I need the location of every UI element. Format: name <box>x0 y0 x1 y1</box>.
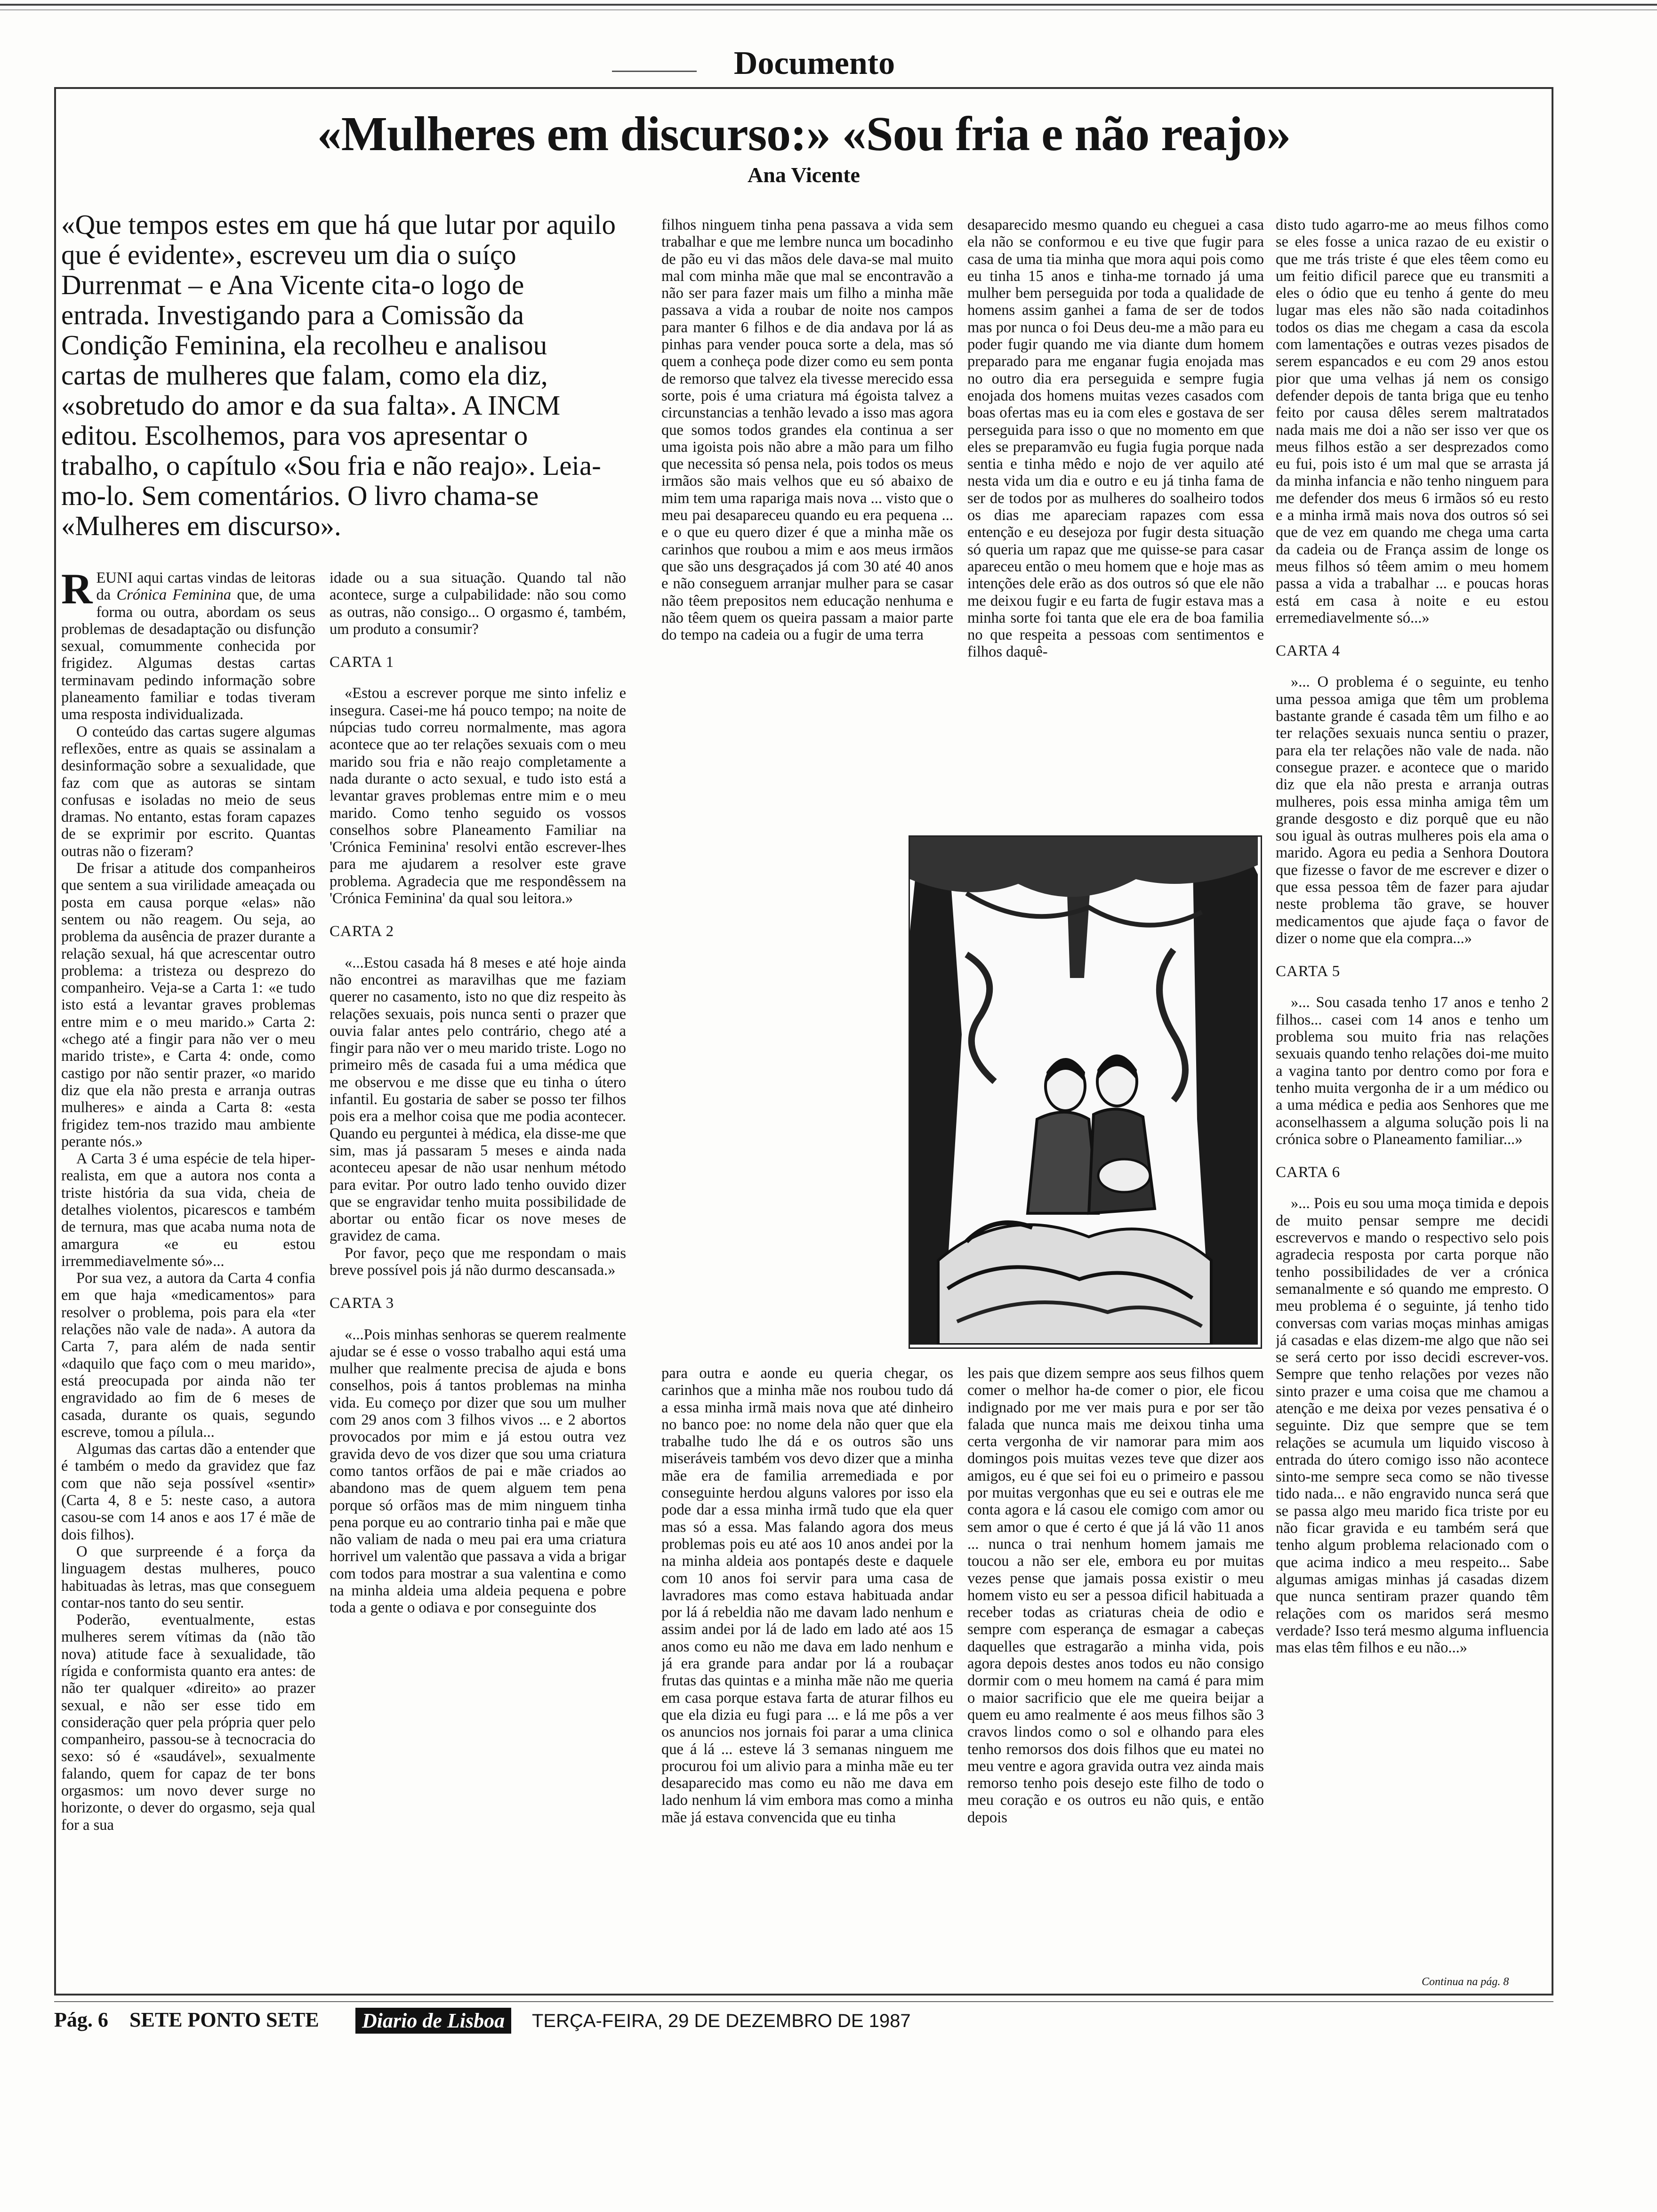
supplement-name: SETE PONTO SETE <box>129 2008 319 2031</box>
section-label: Documento <box>733 45 895 81</box>
letter-heading: CARTA 6 <box>1276 1164 1341 1181</box>
continued-note: Continua na pág. 8 <box>1422 1976 1509 1988</box>
column-2 <box>330 569 626 1953</box>
paragraph <box>61 569 315 723</box>
letter-heading: CARTA 1 <box>330 654 394 671</box>
paragraph: »... O problema é o seguinte, eu tenho uma pessoa amiga que têm um problema bastante grande é casada têm um filho e ao ter relações sexuais nunca sentiu o prazer, para ela ter relações não vale de nada. não consegue prazer. e acontece que o marido diz que ela não presta e arranja outras mulheres, pois essa minha amiga têm um grande desgosto e diz porquê que eu não sou igual às outras mulheres pois ela ama o marido. Agora eu pedia a Senhora Doutora que fizesse o favor de me escrever e dizer o que essa pessoa têm de fazer para ajudar neste problema tão grave, se houver medicamentos que ajude faça o favor de dizer o nome que ela compra...» <box>1276 673 1549 947</box>
paragraph: Por sua vez, a autora da Carta 4 confia em que haja «medicamentos» para resolver o problema, pois para ela «ter relações não vale de nada». A autora da Carta 7, para além de nada sentir «daquilo que faço com o meu marido», está preocupada por ainda não ter engravidado ao fim de 6 meses de casada, durante os quais, segundo escreve, tomou a pílula... <box>61 1270 315 1441</box>
page-number: Pág. 6 <box>54 2008 108 2031</box>
top-rule-thin <box>0 9 1657 10</box>
headline: «Mulheres em discurso:» «Sou fria e não reajo» <box>317 107 1291 161</box>
paragraph: De frisar a atitude dos companheiros que sentem a sua virilidade ameaçada ou posta em causa porque «elas» não sentem ou não reagem. Ou seja, ao problema da ausência de prazer durante a relação sexual, há que acrescentar outro problema: a tristeza ou desprezo do companheiro. Veja-se a Carta 1: «e tudo isto está a levantar graves problemas entre mim e o meu marido.» Carta 2: «chego até a fingir para não ver o meu marido triste», e Carta 4: onde, como castigo por não sentir prazer, «o marido diz que ela não presta e arranja outras mulheres» e ainda a Carta 8: «esta frigidez tem-nos trazido mau ambiente perante nós.» <box>61 860 315 1150</box>
byline: Ana Vicente <box>748 163 860 187</box>
drop-cap: R <box>61 569 93 613</box>
paragraph: «...Estou casada há 8 meses e até hoje ainda não encontrei as maravilhas que me faziam querer no casamento, isto no que diz respeito às relações sexuais, pois nunca senti o prazer que ouvia falar antes pelo contrário, chego até a fingir para não ver o meu marido triste. Logo no primeiro mês de casada fui a uma médica que me observou e me disse que eu tinha o útero infantil. Eu gostaria de saber se posso ter filhos pois era a melhor coisa que me podia acontecer. Quando eu perguntei à médica, ela disse-me que sim, mas já passaram 5 meses e ainda nada aconteceu apesar de não usar nenhum método para evitar. Por outro lado tenho ouvido dizer que se engravidar tenho muita possibilidade de abortar ou então ficar os nove meses de gravidez de cama. <box>330 954 626 1245</box>
paragraph: para outra e aonde eu queria chegar, os carinhos que a minha mãe nos roubou tudo dá a essa minha irmã mais nova que até dinheiro no banco poe: no nome dela não quer que ela trabalhe tudo lhe dá e os outros são uns miseráveis também vos devo dizer que a minha mãe era de familia arremediada e por conseguinte herdou alguns valores por isso ela pode dar a essa minha irmã tudo que ela quer mas só a essa. Mas falando agora dos meus problemas pois eu até aos 10 anos andei por la na minha aldeia aos pontapés deste e daquele com 10 anos foi servir para uma casa de lavradores mas como estava habituada andar por lá á rebeldia não me davam lado nenhum e assim andei por lá de lado em lado até aos 15 anos como eu não me dava em lado nenhum e já era grande para andar por lá a roubaçar frutas das quintas e a minha mãe não me queria em casa porque estava farta de aturar filhos eu que ela dizia eu fugi para ... e lá me pôs a ver os anuncios nos jornais foi parar a uma clinica que á lá ... esteve lá 3 semanas ninguem me procurou foi um alivio para a minha mãe eu ter desaparecido mas como eu não me dava em lado nenhum lá vim embora mas como a minha mãe já estava convencida que eu tinha <box>661 1365 953 1826</box>
column-5 <box>1276 216 1549 1948</box>
two-women-drawing-icon <box>910 837 1258 1345</box>
top-rule <box>0 4 1657 6</box>
paragraph: O conteúdo das cartas sugere algumas reflexões, entre as quais se assinalam a desinformação sobre a sexualidade, que faz com que as autoras se sintam confusas e isoladas no meio de seus dramas. No entanto, estas foram capazes de se exprimir por escrito. Quantas outras não o fizeram? <box>61 723 315 860</box>
page-footer <box>54 2004 1560 2037</box>
paragraph: Por favor, peço que me respondam o mais breve possível pois já não durmo descansada.» <box>330 1244 626 1279</box>
letter-heading: CARTA 3 <box>330 1295 394 1312</box>
paragraph: filhos ninguem tinha pena passava a vida sem trabalhar e que me lembre nunca um bocadinho de pão eu vi das mãos dele dava-se mal muito mal com minha mãe que mal se encontravão a não ser para fazer mais um filho a minha mãe passava a vida a roubar de noite nos campos para manter 6 filhos e de dia andava por lá as pinhas para vender pouca sorte a dela, mas só quem a conheça pode dizer como eu sem ponta de remorso que talvez ela tivesse merecido essa sorte, pois é uma criatura má égoista talvez a circunstancias a tenhão levado a isso mas agora que somos todos grandes ela continua a ser uma igoista pois não abre a mão para um filho que necessita só pensa nela, pois todos os meus irmãos são mais velhos que eu só abaixo de mim tem uma rapariga mais nova ... visto que o meu pai desapareceu quando eu era pequena ... e o que eu quero dizer é que a minha mãe os carinhos que roubou a mim e aos meus irmãos que são uns desgraçados já com 30 até 40 anos e não conseguem arranjar mulher para se casar não têem prepositos nem educação nenhuma e não têem quem os queira passam a maior parte do tempo na cadeia ou a fugir de uma terra <box>661 216 953 644</box>
publication-name: Crónica Feminina <box>116 586 232 604</box>
paragraph: »... Sou casada tenho 17 anos e tenho 2 filhos... casei com 14 anos e tenho um problema sou muito fria nas relações sexuais quando tenho relações doi-me muito a vagina tanto por dentro como por fora e tenho muita vergonha de ir a um médico ou a uma médica e pedia aos Senhores que me aconselhassem a alguma solução pois li na crónica sobre o Planeamento familiar...» <box>1276 994 1549 1148</box>
footer-rule <box>54 2001 1553 2002</box>
paragraph: »... Pois eu sou uma moça timida e depois de muito pensar sempre me decidi escrevervos e mando o respectivo selo pois agradecia resposta por carta porque não tenho possibilidades de ver a crónica semanalmente e só quando me empresto. O meu problema é o seguinte, já tenho tido conversas com varias moças minhas amigas já casadas e elas dizem-me algo que não sei se será certo por isso decidi escrever-vos. Sempre que tenho relações por vezes não sinto prazer e uma coisa que me chamou a atenção e me deixa por vezes pensativa é o seguinte. Diz que sempre que se tem relações se acumula um liquido viscoso à entrada do útero comigo isso não acontece sinto-me sempre seca como se não tivesse tido nada... e não engravido nunca será que se passa algo meu marido fica triste por eu não ficar gravida e eu também será que tenho algum problema relacionado com o que acima indico a meu respeito... Sabe algumas amigas minhas já casadas dizem que nunca sentiram prazer quando têm relações com os maridos será mesmo verdade? Isso terá mesmo alguma influencia mas elas têm filhos e eu não...» <box>1276 1195 1549 1657</box>
letter-heading: CARTA 4 <box>1276 642 1341 660</box>
column-3-top <box>661 216 953 772</box>
newspaper-masthead: Diario de Lisboa <box>355 2008 511 2034</box>
paragraph: A Carta 3 é uma espécie de tela hiper-realista, em que a autora nos conta a triste história da sua vida, cheia de detalhes violentos, picarescos e também de ternura, mas que acaba numa nota de amargura «e eu estou irremmediavelmente só»... <box>61 1150 315 1270</box>
column-1 <box>61 569 315 1953</box>
column-3-bottom <box>661 1365 953 1953</box>
section-rule-left <box>612 71 697 72</box>
text: que, de uma forma ou outra, abordam os seus problemas de desadaptação ou disfunção sexual, comummente conhecida por frigidez. Algumas destas cartas terminavam pedindo informação sobre planeamento familiar e todas tiveram uma resposta individualizada. <box>61 586 315 723</box>
paragraph: les pais que dizem sempre aos seus filhos quem comer o melhor ha-de comer o pior, ele ficou indignado por me ver mais pura e por ser tão falada que nunca mais me deixou tinha uma certa vergonha de vir namorar para mim aos domingos pois muitas vezes teve que dizer aos amigos, eu é que sei foi eu o primeiro e passou por muitas vergonhas que eu sei e outras ele me conta agora e lá casou ele comigo com amor ou sem amor o que é certo é que já lá vão 11 anos ... nunca o trai nenhum homem jamais me toucou a não ser ele, embora eu por muitas vezes pense que jamais possa existir o meu homem visto eu ser a pessoa dificil habituada a receber todas as criaturas cheia de odio e sempre com esperança de esmagar a cabeças daquelles que estragarão a minha vida, pois agora depois destes anos todos eu não consigo dormir com o meu homem na camá é para mim o maior sacrificio que ele me queira beijar a quem eu amo realmente é aos meus filhos são 3 cravos lindos como o sol e olhando para eles tenho remorsos dos dois filhos que eu matei no meu ventre e agora gravida outra vez ainda mais remorso tenho pois desejo este filho de todo o meu coração e os outros eu não quis, e então depois <box>967 1365 1264 1826</box>
letter-heading: CARTA 2 <box>330 923 394 940</box>
letter-heading: CARTA 5 <box>1276 963 1341 980</box>
illustration <box>909 835 1262 1349</box>
paragraph: Algumas das cartas dão a entender que é também o medo da gravidez que faz com que não seja possível «sentir» (Carta 4, 8 e 5: neste caso, a autora casou-se com 14 anos e aos 17 é mãe de dois filhos). <box>61 1441 315 1543</box>
column-4-bottom <box>967 1365 1264 1953</box>
paragraph: Poderão, eventualmente, estas mulheres serem vítimas da (não tão nova) atitude face à sexualidade, tão rígida e conformista quanto era antes: de não ter qualquer «direito» ao prazer sexual, e não ser esse tido em consideração quer pela própria quer pelo companheiro, passou-se à tecnocracia do sexo: só é «saudável», sexualmente falando, quem for capaz de ter bons orgasmos: um novo dever surge no horizonte, o dever do orgasmo, seja qual for a sua <box>61 1611 315 1834</box>
column-4-top <box>967 216 1264 772</box>
issue-date: TERÇA-FEIRA, 29 DE DEZEMBRO DE 1987 <box>532 2011 911 2031</box>
text: EUNI aqui cartas vindas de leitoras da <box>96 569 315 604</box>
paragraph: «Estou a escrever porque me sinto infeliz e insegura. Casei-me há pouco tempo; na noite de núpcias tudo correu normalmente, mas agora acontece que ao ter relações sexuais com o meu marido sou fria e não reajo completamente a nada durante o acto sexual, e tudo isto está a levantar graves problemas entre mim e o meu marido. Como tenho seguido os vossos conselhos sobre Planeamento Familiar na 'Crónica Feminina' resolvi então escrever-lhes para me ajudarem a resolver este grave problema. Agradecia que me respondêssem na 'Crónica Feminina' da qual sou leitora.» <box>330 685 626 907</box>
paragraph: desaparecido mesmo quando eu cheguei a casa ela não se conformou e eu tive que fugir para casa de uma tia minha que mora aqui pois como eu tinha 15 anos e tinha-me tornado já uma mulher bem perseguida por toda a qualidade de homens assim ganhei a fama de ser de todos mas por nunca o foi Deus deu-me a mão para eu poder fugir quando me via diante dum homem preparado para me enganar fugia enojada mas no outro dia era perseguida e sempre fugia enojada dos homens muitas vezes casados com boas ofertas mas eu ia com eles e gostava de ser perseguida para isso o que no momento em que eles se preparamvão eu fugia fugia porque nada sentia e tinha mêdo e nojo de ver aquilo até nesta vida um dia e outro e eu já tinha fama de ser de todos por as mulheres do soalheiro todos os dias me apareciam rapazes com essa entenção e eu desejoza por fugir desta situação só queria um rapaz que me quisse-se para casar apareceu então o meu homem que e hoje mas as intenções dele erão as dos outros só que ele não me deixou fugir e eu farta de fugir estava mas a minha sorte foi tanta que ele era de boa familia no que respeita a pessoas com sentimentos e filhos daquê- <box>967 216 1264 661</box>
paragraph: idade ou a sua situação. Quando tal não acontece, surge a culpabilidade: não sou como as outras, não consigo... O orgasmo é, também, um produto a consumir? <box>330 569 626 638</box>
intro-text: «Que tempos estes em que há que lutar por aquilo que é evidente», escreveu um dia o suíço Durrenmat – e Ana Vicente cita-o logo de entrada. Investigando para a Comissão da Condição Feminina, ela recolheu e analisou cartas de mulheres que falam, como ela diz, «sobretudo do amor e da sua falta». A INCM editou. Escolhemos, para vos apresentar o trabalho, o capítulo «Sou fria e não reajo». Leia-mo-lo. Sem comentários. O livro chama-se «Mulheres em discurso». <box>61 209 616 541</box>
paragraph: disto tudo agarro-me ao meus filhos como se eles fosse a unica razao de eu existir o que me trás triste é que eles têem como eu um feitio dificil parece que eu transmiti a eles o ódio que eu tenho á gente do meu lugar mas eles não são nada coitadinhos todos os dias me chegam a casa da escola com lamentações e outras vezes pisados de serem espancados e eu com 29 anos estou pior que uma velhas já nem os consigo defender depois de tanta briga que eu tenho feito por causa dêles serem maltratados nada mais me doi a não ser isso ver que os meus filhos estão a ser desprezados como eu fui, pois isto é um mal que se arrasta já da minha infancia e não tenho ninguem para me defender dos meus 6 irmãos só eu resto e a minha irmã mais nova dos outros só sei que de vez em quando me chega uma carta da cadeia ou de França assim de longe os meus filhos só têem amim o meu homem passa a vida a trabalhar ... e poucas horas está em casa à noite e eu estou erremediavelmente só...» <box>1276 216 1549 626</box>
paragraph: «...Pois minhas senhoras se querem realmente ajudar se é esse o vosso trabalho aqui está uma mulher que realmente precisa de ajuda e bons conselhos, pois á tantos problemas na minha vida. Eu começo por dizer que sou um mulher com 29 anos com 3 filhos vivos ... e 2 abortos provocados por mim e já estou outra vez gravida devo de vos dizer que sou uma criatura como tantos orfãos de pai e mãe criados ao abandono mas de quem alguem tem pena porque só orfãos mas de mim ninguem tinha pena porque eu ao contrario tinha pai e mãe que não valiam de nada o meu pai era uma criatura horrivel um valentão que passava a vida a brigar com todos para mostrar a sua valentina e como na minha aldeia uma aldeia pequena e pobre toda a gente o odiava e por conseguinte dos <box>330 1326 626 1617</box>
paragraph: O que surpreende é a força da linguagem destas mulheres, pouco habituadas às letras, mas que conseguem contar-nos tanto do seu sentir. <box>61 1543 315 1611</box>
